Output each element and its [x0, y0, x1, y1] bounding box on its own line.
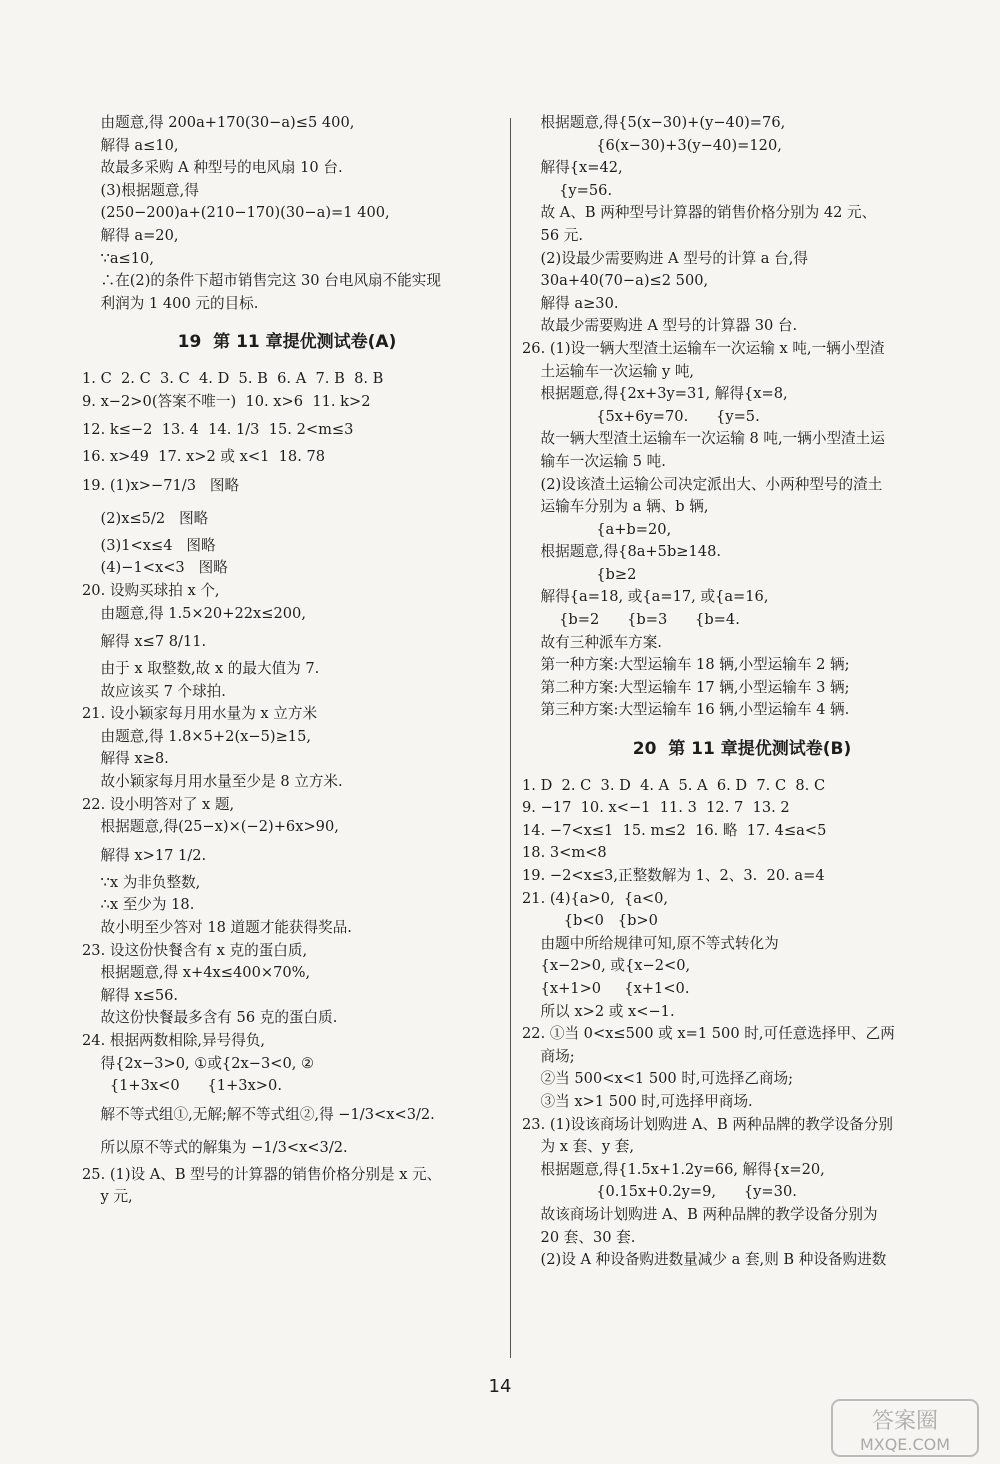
text-line: {5x+6y=70. {y=5. — [522, 407, 760, 425]
text-line: 19. −2<x≤3,正整数解为 1、2、3. 20. a=4 — [522, 867, 825, 884]
text-line: 解得{x=42, — [522, 159, 623, 177]
text-line: {a+b=20, — [522, 520, 672, 538]
watermark-bottom: MXQE.COM — [859, 1435, 951, 1454]
text-line: 16. x>49 17. x>2 或 x<1 18. 78 — [82, 448, 326, 466]
text-line: 20 套、30 套. — [522, 1228, 636, 1246]
text-line: 得{2x−3>0, ①或{2x−3<0, ② — [82, 1054, 315, 1072]
text-line: (2)设最少需要购进 A 型号的计算 a 台,得 — [522, 249, 808, 267]
text-line: 解得 x≥8. — [82, 750, 169, 768]
text-line: 第二种方案:大型运输车 17 辆,小型运输车 3 辆; — [522, 678, 850, 696]
text-line: 21. 设小颖家每月用水量为 x 立方米 — [82, 705, 318, 723]
text-line: {b≥2 — [522, 565, 637, 583]
text-line: (3)1<x≤4 图略 — [82, 536, 216, 554]
text-line: 22. 设小明答对了 x 题, — [82, 795, 235, 813]
text-line: ∵x 为非负整数, — [82, 873, 201, 891]
text-line: 21. (4){a>0, {a<0, — [522, 889, 669, 907]
text-line: 故最少需要购进 A 型号的计算器 30 台. — [522, 317, 798, 335]
watermark-logo — [830, 1398, 980, 1458]
text-line: 故小明至少答对 18 道题才能获得奖品. — [82, 919, 352, 937]
left-column — [82, 112, 492, 1209]
text-line: 解得{a=18, 或{a=17, 或{a=16, — [522, 588, 769, 606]
text-line: 运输车分别为 a 辆、b 辆, — [522, 498, 709, 516]
text-line: ③当 x>1 500 时,可选择甲商场. — [522, 1092, 753, 1110]
text-line: 由题意,得 1.8×5+2(x−5)≥15, — [82, 727, 312, 745]
text-line: 商场; — [522, 1047, 575, 1065]
column-divider — [510, 118, 511, 1358]
text-line: 26. (1)设一辆大型渣土运输车一次运输 x 吨,一辆小型渣 — [522, 339, 885, 357]
text-line: 根据题意,得{2x+3y=31, 解得{x=8, — [522, 385, 788, 403]
section-heading: 20 第 11 章提优测试卷(B) — [632, 739, 852, 760]
text-line: 第三种方案:大型运输车 16 辆,小型运输车 4 辆. — [522, 701, 850, 719]
text-line: 23. (1)设该商场计划购进 A、B 两种品牌的教学设备分别 — [522, 1115, 893, 1133]
text-line: 23. 设这份快餐含有 x 克的蛋白质, — [82, 941, 308, 959]
watermark-top: 答案圈 — [871, 1409, 939, 1434]
text-line: 所以原不等式的解集为 −1/3<x<3/2. — [82, 1138, 348, 1156]
text-line: 解不等式组①,无解;解不等式组②,得 −1/3<x<3/2. — [82, 1105, 435, 1123]
text-line: 根据题意,得{5(x−30)+(y−40)=76, — [522, 114, 786, 131]
text-line: 解得 x≤7 8/11. — [82, 633, 207, 651]
text-line: 所以 x>2 或 x<−1. — [522, 1002, 675, 1020]
page-number: 14 — [488, 1376, 512, 1397]
text-line: 解得 x≤56. — [82, 986, 179, 1004]
text-line: 由于 x 取整数,故 x 的最大值为 7. — [82, 660, 320, 678]
text-line: 24. 根据两数相除,异号得负, — [82, 1032, 266, 1049]
text-line: 故有三种派车方案. — [522, 633, 662, 651]
text-line: 第一种方案:大型运输车 18 辆,小型运输车 2 辆; — [522, 656, 850, 674]
text-line: (2)设 A 种设备购进数量减少 a 套,则 B 种设备购进数 — [522, 1251, 887, 1269]
text-line: {b=2 {b=3 {b=4. — [522, 611, 740, 629]
text-line: 故这份快餐最多含有 56 克的蛋白质. — [82, 1009, 338, 1027]
text-line: 25. (1)设 A、B 型号的计算器的销售价格分别是 x 元、 — [82, 1165, 442, 1183]
section-heading: 19 第 11 章提优测试卷(A) — [177, 332, 397, 353]
text-line: ∴x 至少为 18. — [82, 896, 195, 914]
text-line: 故最多采购 A 种型号的电风扇 10 台. — [82, 159, 343, 177]
text-line: (4)−1<x<3 图略 — [82, 559, 228, 577]
text-line: 解得 x>17 1/2. — [82, 846, 207, 864]
text-line: 输车一次运输 5 吨. — [522, 452, 666, 470]
text-line: 故一辆大型渣土运输车一次运输 8 吨,一辆小型渣土运 — [522, 430, 885, 448]
text-line: 故 A、B 两种型号计算器的销售价格分别为 42 元、 — [522, 204, 877, 222]
text-line: 19. (1)x>−71/3 图略 — [82, 476, 240, 494]
text-line: 12. k≤−2 13. 4 14. 1/3 15. 2<m≤3 — [82, 421, 354, 439]
text-line: ②当 500<x<1 500 时,可选择乙商场; — [522, 1070, 794, 1088]
text-line: 故小颖家每月用水量至少是 8 立方米. — [82, 773, 343, 791]
text-line: 30a+40(70−a)≤2 500, — [522, 272, 709, 290]
text-line: 土运输车一次运输 y 吨, — [522, 362, 695, 380]
text-line: 由题意,得 1.5×20+22x≤200, — [82, 604, 306, 622]
text-line: 故该商场计划购进 A、B 两种品牌的教学设备分别为 — [522, 1205, 878, 1223]
text-line: 14. −7<x≤1 15. m≤2 16. 略 17. 4≤a<5 — [522, 821, 827, 839]
text-line: 解得 a≤10, — [82, 136, 179, 154]
text-line: y 元, — [82, 1188, 133, 1206]
text-line: 根据题意,得{1.5x+1.2y=66, 解得{x=20, — [522, 1160, 825, 1178]
text-line: 22. ①当 0<x≤500 或 x=1 500 时,可任意选择甲、乙两 — [522, 1025, 895, 1043]
text-line: 根据题意,得(25−x)×(−2)+6x>90, — [82, 818, 339, 836]
text-line: (3)根据题意,得 — [82, 181, 199, 199]
text-line: ∵a≤10, — [82, 249, 154, 267]
text-line: 18. 3<m<8 — [522, 844, 607, 862]
text-line: 由题意,得 200a+170(30−a)≤5 400, — [82, 114, 355, 131]
text-line: (2)设该渣土运输公司决定派出大、小两种型号的渣土 — [522, 475, 883, 493]
text-line: 故应该买 7 个球拍. — [82, 682, 226, 700]
text-line: {x+1>0 {x+1<0. — [522, 979, 690, 997]
text-line: 1. D 2. C 3. D 4. A 5. A 6. D 7. C 8. C — [522, 776, 826, 794]
text-line: 由题中所给规律可知,原不等式转化为 — [522, 934, 779, 952]
text-line: {b<0 {b>0 — [522, 912, 658, 930]
text-line: 根据题意,得{8a+5b≥148. — [522, 543, 722, 561]
text-line: {y=56. — [522, 181, 613, 199]
text-line: 9. −17 10. x<−1 11. 3 12. 7 13. 2 — [522, 799, 790, 817]
text-line: 20. 设购买球拍 x 个, — [82, 581, 220, 599]
text-line: 根据题意,得 x+4x≤400×70%, — [82, 964, 311, 982]
text-line: {x−2>0, 或{x−2<0, — [522, 957, 691, 975]
text-line: {1+3x<0 {1+3x>0. — [82, 1077, 282, 1095]
text-line: {6(x−30)+3(y−40)=120, — [522, 136, 782, 154]
text-line: (2)x≤5/2 图略 — [82, 509, 209, 527]
text-line: 为 x 套、y 套, — [522, 1138, 634, 1156]
right-column — [522, 112, 962, 1272]
text-line: {0.15x+0.2y=9, {y=30. — [522, 1183, 797, 1201]
text-line: 1. C 2. C 3. C 4. D 5. B 6. A 7. B 8. B — [82, 369, 384, 387]
text-line: 解得 a=20, — [82, 226, 179, 244]
text-line: (250−200)a+(210−170)(30−a)=1 400, — [82, 204, 390, 222]
text-line: ∴在(2)的条件下超市销售完这 30 台电风扇不能实现 — [82, 272, 441, 290]
text-line: 9. x−2>0(答案不唯一) 10. x>6 11. k>2 — [82, 392, 371, 410]
text-line: 利润为 1 400 元的目标. — [82, 294, 259, 312]
text-line: 56 元. — [522, 226, 583, 244]
text-line: 解得 a≥30. — [522, 294, 619, 312]
